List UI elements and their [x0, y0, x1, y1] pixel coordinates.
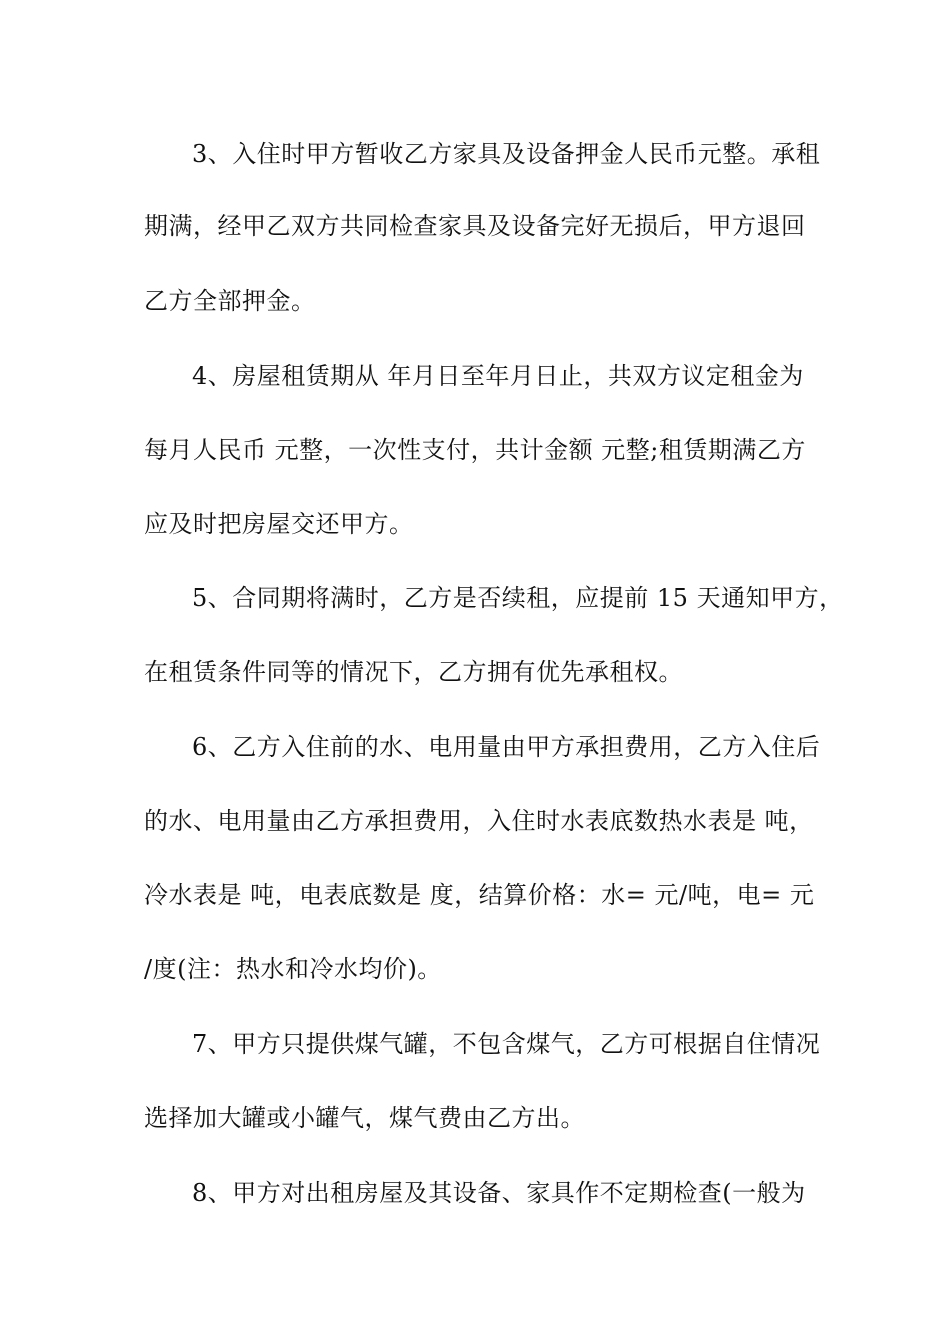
- clause-5-line-1: 5、合同期将满时，乙方是否续租，应提前 15 天通知甲方，: [192, 584, 844, 612]
- clause-3-line-1: 3、入住时甲方暂收乙方家具及设备押金人民币元整。承租: [192, 140, 821, 168]
- clause-3-line-2: 期满，经甲乙双方共同检查家具及设备完好无损后，甲方退回: [144, 212, 806, 240]
- clause-4-line-3: 应及时把房屋交还甲方。: [144, 510, 414, 538]
- clause-7-line-1: 7、甲方只提供煤气罐，不包含煤气，乙方可根据自住情况: [192, 1030, 821, 1058]
- clause-6-line-1: 6、乙方入住前的水、电用量由甲方承担费用，乙方入住后: [192, 733, 821, 761]
- clause-6-line-2: 的水、电用量由乙方承担费用，入住时水表底数热水表是 吨，: [144, 807, 814, 835]
- clause-6-line-4: /度(注：热水和冷水均价)。: [144, 955, 442, 983]
- clause-3-line-3: 乙方全部押金。: [144, 287, 316, 315]
- clause-4-line-1: 4、房屋租赁期从 年月日至年月日止，共双方议定租金为: [192, 362, 804, 390]
- clause-6-line-3: 冷水表是 吨，电表底数是 度，结算价格：水= 元/吨，电= 元: [144, 881, 815, 909]
- clause-4-line-2: 每月人民币 元整，一次性支付，共计金额 元整;租赁期满乙方: [144, 436, 806, 464]
- clause-7-line-2: 选择加大罐或小罐气，煤气费由乙方出。: [144, 1104, 585, 1132]
- clause-5-line-2: 在租赁条件同等的情况下，乙方拥有优先承租权。: [144, 658, 683, 686]
- clause-8-line-1: 8、甲方对出租房屋及其设备、家具作不定期检查(一般为: [192, 1179, 806, 1207]
